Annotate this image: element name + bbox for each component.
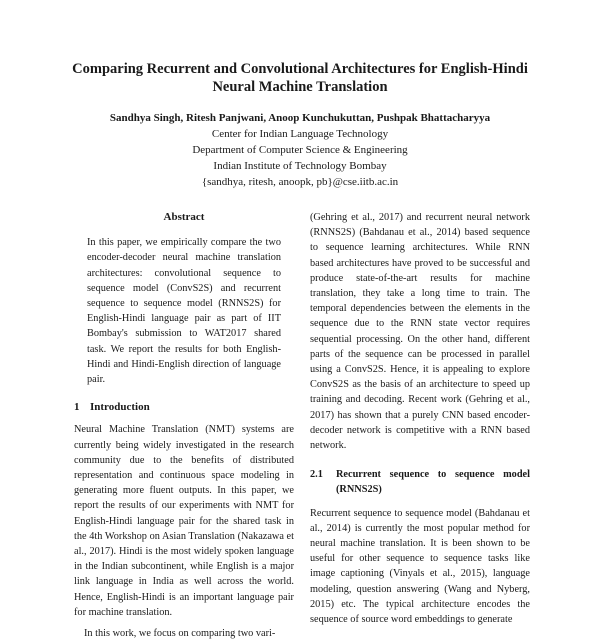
intro-paragraph-2: In this work, we focus on comparing two vari-: [84, 628, 276, 640]
subsection-number: 2.1: [310, 469, 323, 481]
abstract-text: In this paper, we empirically compare the two encoder-decoder neural machine translation architectures: convolutional sequence to sequence model (ConvS2S) and recurrent sequence to sequence model (RNNS2S) for English-Hindi language pair as part of IIT Bombay's submission to WAT2017 shared task. We report the results for both English-Hindi and Hindi-English direction of language pair.: [87, 237, 281, 386]
intro-heading: [74, 400, 294, 415]
affiliation-line-3: Indian Institute of Technology Bombay: [213, 160, 387, 172]
paper-title: [0, 60, 600, 96]
affiliation-line-2: Department of Computer Science & Engineering: [192, 144, 408, 156]
intro-section-number: 1: [74, 401, 80, 414]
subsection-heading: [310, 467, 530, 497]
author-names: Sandhya Singh, Ritesh Panjwani, Anoop Kunchukuttan, Pushpak Bhattacharyya: [109, 112, 491, 124]
title-line-2: Neural Machine Translation: [212, 79, 388, 95]
intro-paragraph-1: Neural Machine Translation (NMT) systems are currently being widely investigated in the research community due to the benefits of distributed representation and continuous space modeling in generating more fluent outputs. In this paper, we report the results of our experiments with NMT for English-Hindi language pair for the shared task in the 4th Workshop on Asian Translation (Nakazawa et al., 2017). Hindi is the most widely spoken language in the Indian subcontinent, while English is a major link language in India as well across the world. Hence, English-Hindi is an important language pair for machine translation.: [74, 424, 294, 618]
title-line-1: Comparing Recurrent and Convolutional Architectures for English-Hindi: [72, 61, 528, 77]
right-paragraph-1: (Gehring et al., 2017) and recurrent neural network (RNNS2S) (Bahdanau et al., 2014) based sequence to sequence learning architectures. While RNN based architectures have proved to be successful and produce state-of-the-art results for machine translation, they take a long time to train. The temporal dependencies between the elements in the sequence due to the RNN state vector requires sequential processing. On the other hand, different parts of the sequence can be processed in parallel using a ConvS2S. Hence, it is appealing to explore ConvS2S as the basis of an architecture to speed up training and decoding. Recent work (Gehring et al., 2017) has shown that a purely CNN based encoder-decoder network is competitive with a RNN based network.: [310, 212, 530, 452]
author-block: [0, 110, 600, 190]
right-paragraph-2: Recurrent sequence to sequence model (Bahdanau et al., 2014) is currently the most popular method for neural machine translation. It is been shown to be useful for other sequence to sequence tasks like image captioning (Vinyals et al., 2015), language modeling, question answering (Wang and Nyberg, 2015) etc. The typical architecture encodes the sequence of source word embeddings to generate: [310, 507, 530, 626]
right-column: [310, 210, 530, 627]
abstract-heading: Abstract: [163, 211, 205, 223]
author-emails: {sandhya, ritesh, anoopk, pb}@cse.iitb.ac.in: [201, 176, 399, 188]
affiliation-line-1: Center for Indian Language Technology: [211, 128, 389, 140]
subsection-title: Recurrent sequence to sequence model (RNNS2S): [336, 469, 530, 496]
intro-section-title: Introduction: [90, 401, 150, 414]
left-column: [74, 210, 294, 641]
